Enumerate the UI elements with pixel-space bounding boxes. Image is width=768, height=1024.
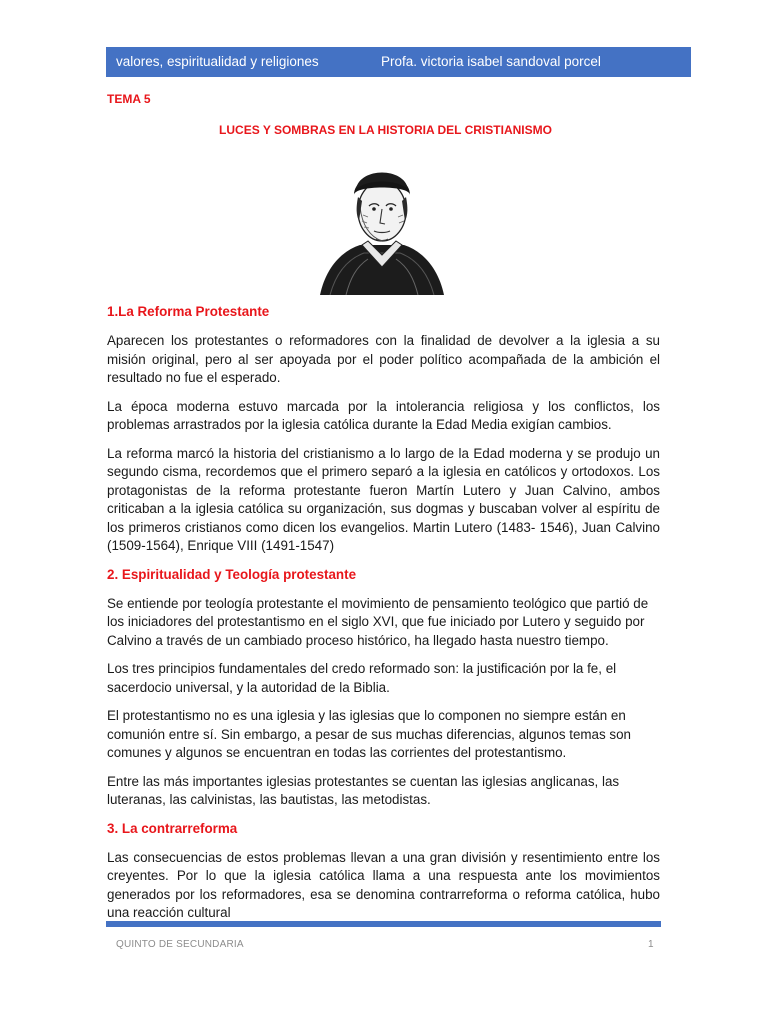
paragraph: Entre las más importantes iglesias protestantes se cuentan las iglesias anglicanas, las luteranas, las calvinistas, las bautistas, las metodistas. [107, 773, 620, 807]
footer-grade: QUINTO DE SECUNDARIA [116, 939, 244, 950]
paragraph: Se entiende por teología protestante el movimiento de pensamiento teológico que partió de los iniciadores del protestantismo en el siglo XVI, que fue iniciado por Lutero y seguido por Calvino a través de un cambiado proceso histórico, ha llegado hasta nuestro tiempo. [107, 595, 649, 648]
header-bar [106, 47, 691, 77]
teacher-name: Profa. victoria isabel sandoval porcel [381, 54, 601, 69]
paragraph: La reforma marcó la historia del cristianismo a lo largo de la Edad moderna y se produjo un segundo cisma, recordemos que el primero separó a la iglesia en católicos y ortodoxos. Los protagonistas de la reforma protestante fueron Martín Lutero y Juan Calvino, ambos criticaban a la iglesia católica su organización, sus dogmas y buscaban volver al espíritu de los primeros cristianos como dicen los evangelios. Martin Lutero (1483- 1546), Juan Calvino (1509-1564), Enrique VIII (1491-1547) [107, 445, 660, 553]
section-heading: 2. Espiritualidad y Teología protestante [107, 566, 357, 582]
document-title: LUCES Y SOMBRAS EN LA HISTORIA DEL CRISTIANISMO [219, 123, 552, 137]
paragraph: La época moderna estuvo marcada por la intolerancia religiosa y los conflictos, los problemas arrastrados por la iglesia católica durante la Edad Media exigían cambios. [107, 398, 660, 432]
section-heading: 1.La Reforma Protestante [107, 304, 270, 319]
paragraph: Los tres principios fundamentales del credo reformado son: la justificación por la fe, el sacerdocio universal, y la autoridad de la Biblia. [107, 661, 617, 695]
topic-number: TEMA 5 [107, 92, 151, 106]
paragraph: Las consecuencias de estos problemas llevan a una gran división y resentimiento entre los creyentes. Por lo que la iglesia católica llama a una respuesta ante los movimientos generados por los reformadores, esa se denomina contrarreforma o reforma católica, hubo una reacción cultural [107, 849, 660, 920]
martin-luther-portrait-icon [316, 155, 448, 295]
paragraph: Aparecen los protestantes o reformadores con la finalidad de devolver a la iglesia a su misión original, pero al ser apoyada por el poder político acompañada de la ambición el resultado no fue el esperado. [107, 333, 660, 385]
course-name: valores, espiritualidad y religiones [116, 54, 319, 69]
document-body [107, 303, 660, 933]
section-heading: 3. La contrarreforma [107, 820, 238, 836]
page-number: 1 [648, 939, 654, 950]
paragraph: El protestantismo no es una iglesia y las iglesias que lo componen no siempre están en comunión entre sí. Sin embargo, a pesar de sus muchas diferencias, algunos temas son comunes y algunos se encuentran en todas las corrientes del protestantismo. [107, 708, 632, 760]
footer-rule [106, 921, 661, 927]
